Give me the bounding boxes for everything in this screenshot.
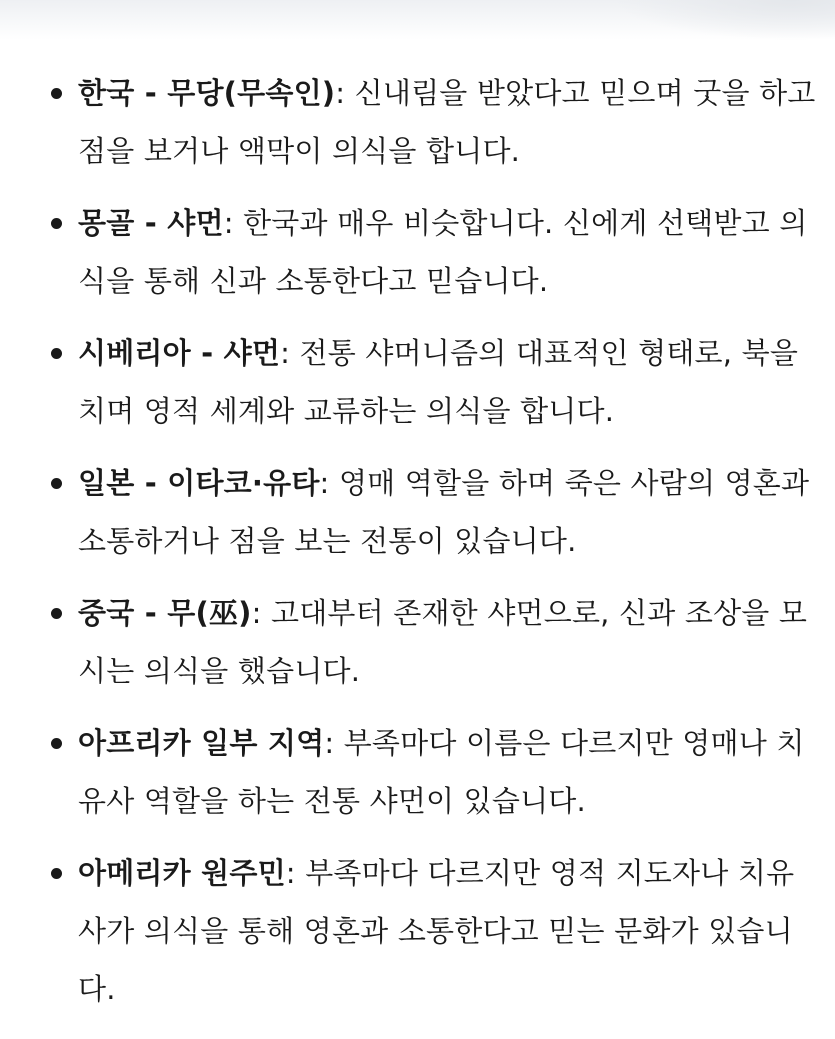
list-item-native-america xyxy=(46,844,816,1018)
item-separator: : xyxy=(335,76,355,110)
item-description: 부족마다 이름은 다르지만 영매나 치유사 역할을 하는 전통 샤먼이 있습니다. xyxy=(78,726,805,818)
item-term: 한국 - 무당(무속인) xyxy=(78,76,336,110)
item-description: 부족마다 다르지만 영적 지도자나 치유사가 의식을 통해 영혼과 소통한다고 믿는 문화가 있습니다. xyxy=(78,856,795,1006)
item-description: 전통 샤머니즘의 대표적인 형태로, 북을 치며 영적 세계와 교류하는 의식을 합니다. xyxy=(78,336,799,428)
item-description: 신내림을 받았다고 믿으며 굿을 하고 점을 보거나 액막이 의식을 합니다. xyxy=(78,76,816,168)
bullet-icon xyxy=(51,738,62,749)
item-separator: : xyxy=(324,726,344,760)
item-term: 아프리카 일부 지역 xyxy=(78,726,325,760)
item-term: 중국 - 무(巫) xyxy=(78,596,252,630)
list-item-korea xyxy=(46,64,816,180)
item-term: 시베리아 - 샤먼 xyxy=(78,336,281,370)
list-item-africa xyxy=(46,714,816,830)
item-separator: : xyxy=(251,596,271,630)
item-description: 영매 역할을 하며 죽은 사람의 영혼과 소통하거나 점을 보는 전통이 있습니다. xyxy=(78,466,810,558)
list-item-china xyxy=(46,584,816,700)
bullet-icon xyxy=(51,608,62,619)
shaman-list xyxy=(46,64,816,1032)
bullet-icon xyxy=(51,348,62,359)
list-item-japan xyxy=(46,454,816,570)
top-shadow xyxy=(0,0,835,40)
bullet-icon xyxy=(51,868,62,879)
list-item-siberia xyxy=(46,324,816,440)
list-item-mongolia xyxy=(46,194,816,310)
item-separator: : xyxy=(223,206,244,240)
item-separator: : xyxy=(285,856,306,890)
bullet-icon xyxy=(51,478,62,489)
bullet-icon xyxy=(51,88,62,99)
item-separator: : xyxy=(280,336,300,370)
item-term: 몽골 - 샤먼 xyxy=(78,206,224,240)
item-description: 한국과 매우 비슷합니다. 신에게 선택받고 의식을 통해 신과 소통한다고 믿습니다. xyxy=(78,206,808,298)
bullet-icon xyxy=(51,218,62,229)
item-separator: : xyxy=(319,466,339,500)
item-term: 아메리카 원주민 xyxy=(78,856,286,890)
item-term: 일본 - 이타코·유타 xyxy=(78,466,320,500)
item-description: 고대부터 존재한 샤먼으로, 신과 조상을 모시는 의식을 했습니다. xyxy=(78,596,808,688)
